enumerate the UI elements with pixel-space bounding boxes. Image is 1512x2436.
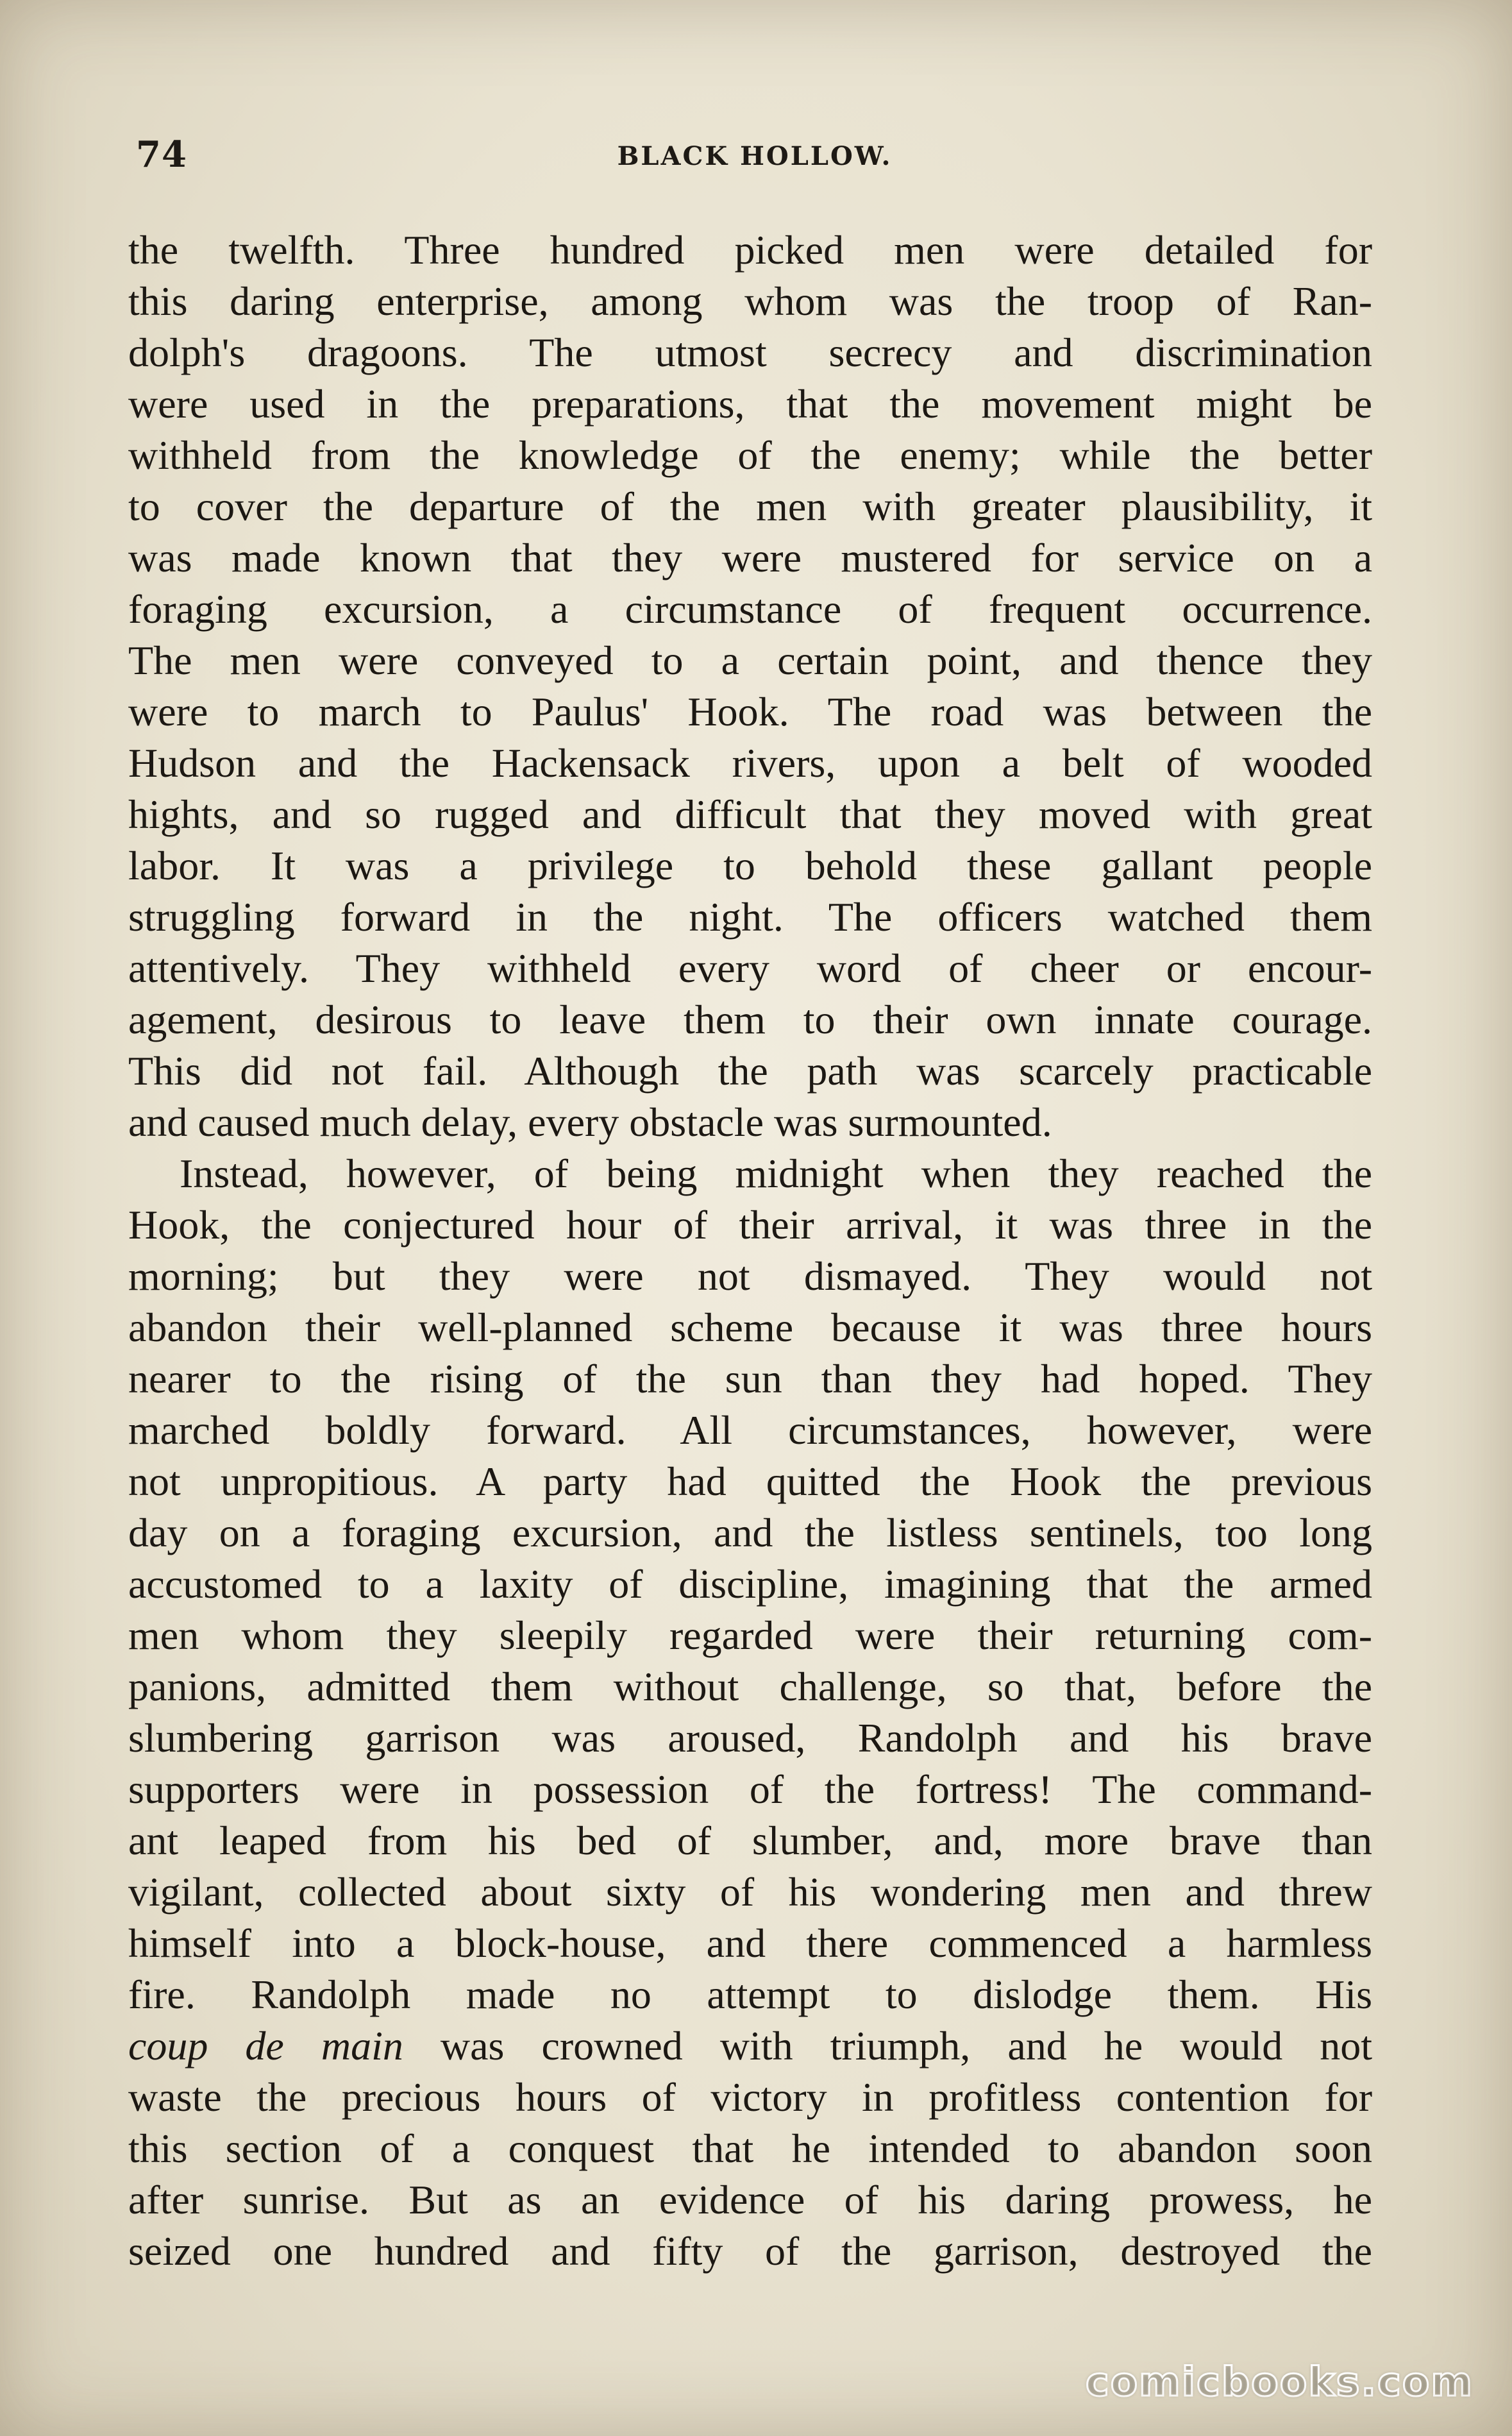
text-line: ant leaped from his bed of slumber, and, more brave than bbox=[128, 1818, 1372, 1863]
text-line: slumbering garrison was aroused, Randolph and his brave bbox=[128, 1715, 1372, 1761]
page-header bbox=[136, 133, 1373, 176]
watermark: comicbooks.com bbox=[1085, 2358, 1474, 2405]
text-line: were used in the preparations, that the movement might be bbox=[128, 381, 1372, 427]
text-line: withheld from the knowledge of the enemy; while the better bbox=[128, 432, 1372, 478]
text-line-with-italic bbox=[128, 2020, 1372, 2072]
text-line: The men were conveyed to a certain point, and thence they bbox=[128, 638, 1372, 683]
page-number: 74 bbox=[136, 133, 187, 176]
text-line: supporters were in possession of the fortress! The command- bbox=[128, 1766, 1372, 1812]
text-line: this section of a conquest that he intended to abandon soon bbox=[128, 2126, 1372, 2171]
text-line: this daring enterprise, among whom was the troop of Ran- bbox=[128, 278, 1372, 324]
text-line: dolph's dragoons. The utmost secrecy and discrimination bbox=[128, 330, 1372, 375]
text-line-remainder: was crowned with triumph, and he would not bbox=[440, 2023, 1373, 2068]
text-line: morning; but they were not dismayed. They would not bbox=[128, 1253, 1372, 1299]
text-line: was made known that they were mustered for service on a bbox=[128, 535, 1372, 580]
text-line: Instead, however, of being midnight when they reached the bbox=[180, 1151, 1372, 1196]
text-line: accustomed to a laxity of discipline, imagining that the armed bbox=[128, 1561, 1372, 1607]
text-line: foraging excursion, a circumstance of frequent occurrence. bbox=[128, 586, 1372, 632]
body-text bbox=[128, 224, 1372, 2277]
text-line: day on a foraging excursion, and the listless sentinels, too long bbox=[128, 1510, 1372, 1555]
text-line: were to march to Paulus' Hook. The road was between the bbox=[128, 689, 1372, 734]
text-line: not unpropitious. A party had quitted the Hook the previous bbox=[128, 1459, 1372, 1504]
text-line: fire. Randolph made no attempt to dislodge them. His bbox=[128, 1972, 1372, 2017]
text-line: labor. It was a privilege to behold these gallant people bbox=[128, 843, 1372, 888]
text-line: waste the precious hours of victory in profitless contention for bbox=[128, 2074, 1372, 2120]
running-head: BLACK HOLLOW. bbox=[617, 141, 893, 171]
text-line: Hook, the conjectured hour of their arrival, it was three in the bbox=[128, 1202, 1372, 1248]
italic-phrase: coup de main bbox=[128, 2023, 403, 2068]
text-line: vigilant, collected about sixty of his wondering men and threw bbox=[128, 1869, 1372, 1915]
text-line: agement, desirous to leave them to their own innate courage. bbox=[128, 997, 1372, 1042]
text-line: nearer to the rising of the sun than they had hoped. They bbox=[128, 1356, 1372, 1401]
text-line: to cover the departure of the men with greater plausibility, it bbox=[128, 484, 1372, 529]
text-line: the twelfth. Three hundred picked men were detailed for bbox=[128, 227, 1372, 273]
text-line: marched boldly forward. All circumstances, however, were bbox=[128, 1407, 1372, 1453]
text-line: men whom they sleepily regarded were their returning com- bbox=[128, 1612, 1372, 1658]
text-line: after sunrise. But as an evidence of his daring prowess, he bbox=[128, 2177, 1372, 2222]
text-line: panions, admitted them without challenge, so that, before the bbox=[128, 1664, 1372, 1709]
text-line: abandon their well-planned scheme because it was three hours bbox=[128, 1305, 1372, 1350]
text-line: and caused much delay, every obstacle was surmounted. bbox=[128, 1099, 1052, 1145]
text-line: himself into a block-house, and there commenced a harmless bbox=[128, 1920, 1372, 1966]
text-line: This did not fail. Although the path was scarcely practicable bbox=[128, 1048, 1372, 1094]
text-line: hights, and so rugged and difficult that they moved with great bbox=[128, 791, 1372, 837]
text-line: Hudson and the Hackensack rivers, upon a belt of wooded bbox=[128, 740, 1372, 786]
text-line: seized one hundred and fifty of the garrison, destroyed the bbox=[128, 2228, 1372, 2274]
text-line: struggling forward in the night. The officers watched them bbox=[128, 894, 1372, 940]
text-line: attentively. They withheld every word of cheer or encour- bbox=[128, 945, 1372, 991]
